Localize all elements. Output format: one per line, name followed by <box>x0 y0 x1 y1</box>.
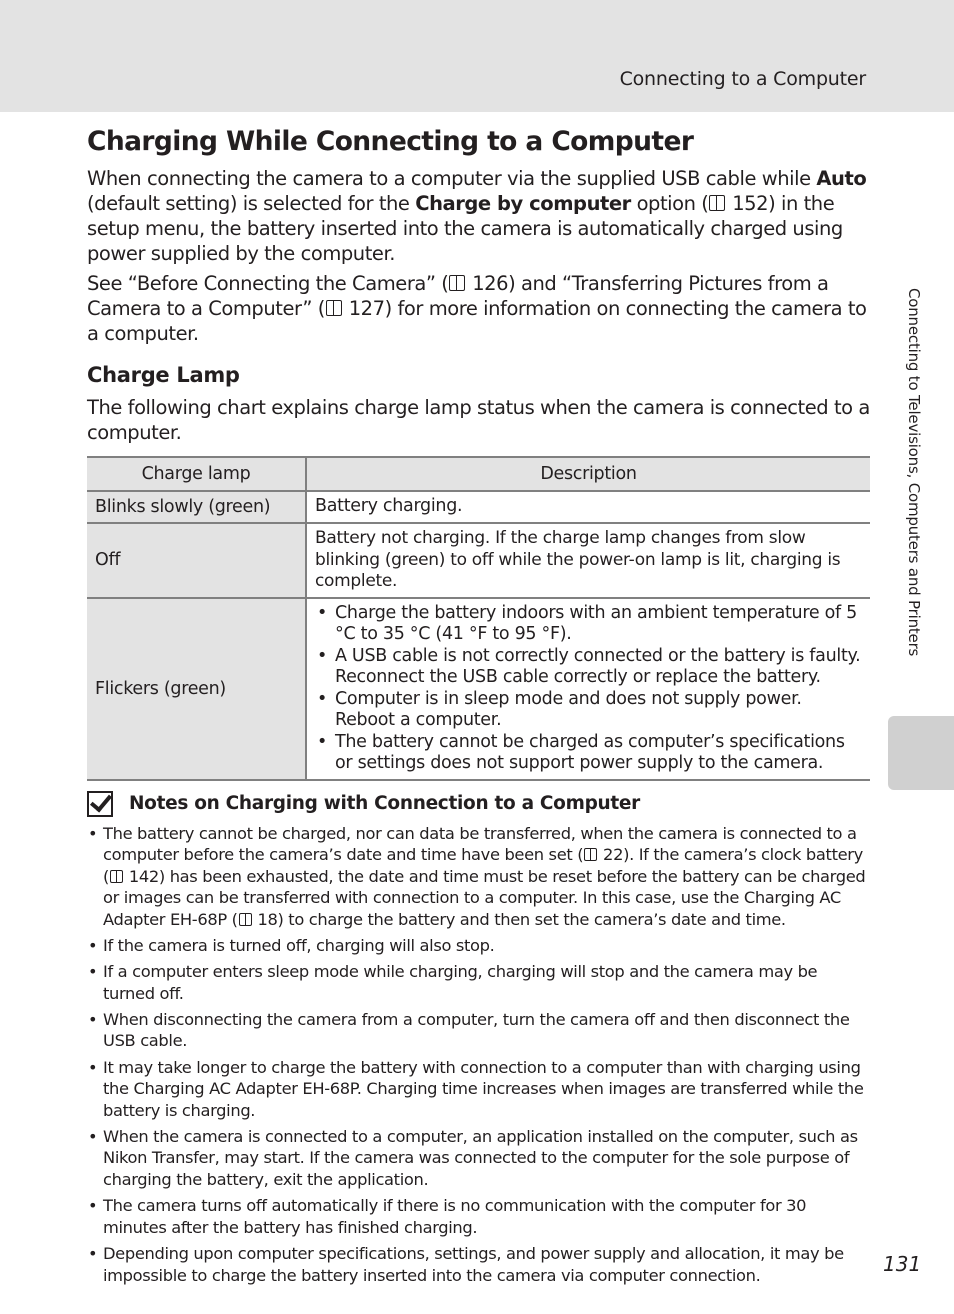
book-reference-icon <box>239 913 252 926</box>
lamp-status: Flickers (green) <box>87 598 306 780</box>
note-item <box>87 823 870 931</box>
note-text: 18) to charge the battery and then set the camera’s date and time. <box>252 909 786 929</box>
notes-list <box>87 823 870 1287</box>
intro-text: When connecting the camera to a computer via the supplied USB cable while <box>87 167 817 190</box>
main-content <box>87 124 870 1291</box>
intro-text: (default setting) is selected for the <box>87 192 416 215</box>
checkmark-icon <box>87 791 113 817</box>
lamp-status: Blinks slowly (green) <box>87 491 306 523</box>
note-text: The battery cannot be charged, nor can data be transferred, when the camera is connected to a computer before the camera’s date and time have been set ( <box>103 823 857 864</box>
column-header: Charge lamp <box>87 457 306 491</box>
list-item: • A USB cable is not correctly connected or the battery is faulty. Reconnect the USB cable correctly or replace the battery. <box>315 646 862 689</box>
note-item: • Depending upon computer specifications, settings, and power supply and allocation, it may be impossible to charge the battery inserted into the camera via computer connection. <box>87 1243 870 1286</box>
note-text: 22). If the camera’s clock battery ( <box>103 845 863 886</box>
lamp-description: Battery charging. <box>306 491 870 523</box>
table-row <box>87 598 870 780</box>
lamp-description: Battery not charging. If the charge lamp changes from slow blinking (green) to off while the power-on lamp is lit, charging is complete. <box>306 523 870 598</box>
note-item: • It may take longer to charge the battery with connection to a computer than with charging using the Charging AC Adapter EH-68P. Charging time increases when images are transferred while the battery is charging. <box>87 1057 870 1122</box>
intro-text: 126) and “Transferring Pictures from a Camera to a Computer” ( <box>87 272 829 320</box>
lamp-status: Off <box>87 523 306 598</box>
list-item: • Charge the battery indoors with an ambient temperature of 5 °C to 35 °C (41 °F to 95 °F). <box>315 603 862 646</box>
side-tab-marker <box>888 716 954 790</box>
page-title: Charging While Connecting to a Computer <box>87 126 694 157</box>
auto-setting-label: Auto <box>816 167 867 190</box>
book-reference-icon <box>326 300 342 316</box>
description-list <box>315 603 862 775</box>
notes-title: Notes on Charging with Connection to a Computer <box>129 793 640 814</box>
intro-text: 127) for more information on connecting the camera to a computer. <box>87 297 867 345</box>
list-item: • Computer is in sleep mode and does not supply power. Reboot a computer. <box>315 689 862 732</box>
table-row <box>87 523 870 598</box>
intro-paragraph-2 <box>87 271 870 346</box>
note-item: • When disconnecting the camera from a computer, turn the camera off and then disconnect the USB cable. <box>87 1009 870 1052</box>
note-item: • When the camera is connected to a computer, an application installed on the computer, such as Nikon Transfer, may start. If the camera was connected to the computer for the sole purpose of charging the battery, exit the application. <box>87 1126 870 1191</box>
note-item: • If the camera is turned off, charging will also stop. <box>87 935 870 957</box>
book-reference-icon <box>709 195 725 211</box>
table-header-row <box>87 457 870 491</box>
charge-lamp-heading: Charge Lamp <box>87 363 240 387</box>
note-item: • If a computer enters sleep mode while charging, charging will stop and the camera may be turned off. <box>87 961 870 1004</box>
charge-by-computer-label: Charge by computer <box>415 192 631 215</box>
book-reference-icon <box>584 848 597 861</box>
column-header: Description <box>306 457 870 491</box>
intro-text: 152) in the setup menu, the battery inserted into the camera is automatically charged using power supplied by the computer. <box>87 192 843 265</box>
lamp-description <box>306 598 870 780</box>
header-band <box>0 0 954 112</box>
intro-text: option ( <box>630 192 709 215</box>
side-tab-label: Connecting to Televisions, Computers and Printers <box>905 288 923 657</box>
intro-text: See “Before Connecting the Camera” ( <box>87 272 449 295</box>
charge-lamp-description: The following chart explains charge lamp status when the camera is connected to a computer. <box>87 396 870 444</box>
list-item: • The battery cannot be charged as computer’s specifications or settings does not support power supply to the camera. <box>315 732 862 775</box>
charge-lamp-table <box>87 456 870 781</box>
book-reference-icon <box>110 870 123 883</box>
note-text: 142) has been exhausted, the date and time must be reset before the battery can be charged or images can be transferred with connection to a computer. In this case, use the Charging AC Adapter EH-68P ( <box>103 866 866 929</box>
section-title: Connecting to a Computer <box>619 68 866 90</box>
table-row <box>87 491 870 523</box>
notes-heading <box>87 791 870 817</box>
book-reference-icon <box>449 275 465 291</box>
intro-paragraph-1 <box>87 166 870 266</box>
page-number: 131 <box>883 1252 922 1276</box>
note-item: • The camera turns off automatically if there is no communication with the computer for 30 minutes after the battery has finished charging. <box>87 1195 870 1238</box>
